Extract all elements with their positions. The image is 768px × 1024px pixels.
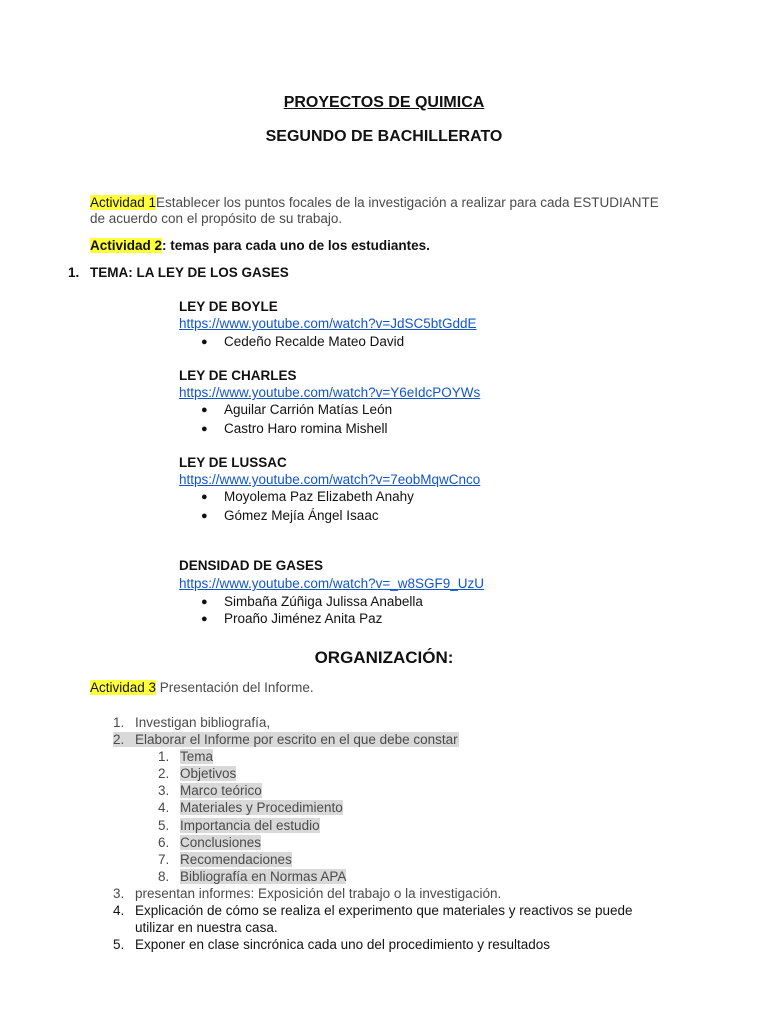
list-item: 4. Explicación de cómo se realiza el experimento que materiales y reactivos se puede xyxy=(113,903,633,918)
sub-list-item: 2. Objetivos xyxy=(158,766,237,781)
list-item: 2. Elaborar el Informe por escrito en el que debe constar xyxy=(113,732,458,747)
student-item: ● Proaño Jiménez Anita Paz xyxy=(201,611,383,626)
sub-list-item: 8. Bibliografía en Normas APA xyxy=(158,869,347,884)
document-subtitle: SEGUNDO DE BACHILLERATO xyxy=(265,128,503,145)
activity-2-label: Actividad 2 xyxy=(90,238,163,253)
activity-3 xyxy=(90,680,314,695)
student-item: ● Gómez Mejía Ángel Isaac xyxy=(201,508,379,523)
sub-list-item: 5. Importancia del estudio xyxy=(158,818,320,833)
sub-list-item: 6. Conclusiones xyxy=(158,835,262,850)
list-item: 3. presentan informes: Exposición del trabajo o la investigación. xyxy=(113,886,502,901)
student-item: ● Cedeño Recalde Mateo David xyxy=(201,334,405,349)
activity-1-label: Actividad 1 xyxy=(90,195,157,210)
sub-list-item: 4. Materiales y Procedimiento xyxy=(158,800,343,815)
bullet-icon: ● xyxy=(201,613,208,625)
document-title: PROYECTOS DE QUIMICA xyxy=(283,94,485,111)
bullet-icon: ● xyxy=(201,404,208,416)
organization-heading: ORGANIZACIÓN: xyxy=(314,648,454,667)
activity-1-line-2: de acuerdo con el propósito de su trabajo. xyxy=(90,211,343,226)
topic-heading xyxy=(68,265,289,280)
bullet-icon: ● xyxy=(201,491,208,503)
law-title: LEY DE LUSSAC xyxy=(179,455,287,470)
sub-list-item: 7. Recomendaciones xyxy=(158,852,292,867)
sub-list-item: 1. Tema xyxy=(158,749,214,764)
video-link[interactable]: https://www.youtube.com/watch?v=JdSC5btGddE xyxy=(179,316,477,331)
activity-1-text: Establecer los puntos focales de la investigación a realizar para cada ESTUDIANTE xyxy=(156,195,659,210)
sub-list-item: 3. Marco teórico xyxy=(158,783,262,798)
topic-number: 1. xyxy=(68,265,80,280)
topic-label: TEMA: LA LEY DE LOS GASES xyxy=(90,265,289,280)
list-item: 5. Exponer en clase sincrónica cada uno del procedimiento y resultados xyxy=(113,937,550,952)
law-title: LEY DE BOYLE xyxy=(179,299,278,314)
activity-2-text: : temas para cada uno de los estudiantes. xyxy=(162,238,430,253)
activity-3-label: Actividad 3 xyxy=(90,680,157,695)
bullet-icon: ● xyxy=(201,423,208,435)
activity-3-text: Presentación del Informe. xyxy=(156,680,314,695)
student-item: ● Aguilar Carrión Matías León xyxy=(201,402,393,417)
bullet-icon: ● xyxy=(201,510,208,522)
list-item: 1. Investigan bibliografía, xyxy=(113,715,271,730)
bullet-icon: ● xyxy=(201,336,208,348)
student-item: ● Moyolema Paz Elizabeth Anahy xyxy=(201,489,414,504)
student-item: ● Simbaña Zúñiga Julissa Anabella xyxy=(201,594,423,609)
video-link[interactable]: https://www.youtube.com/watch?v=7eobMqwCnco xyxy=(179,472,481,487)
bullet-icon: ● xyxy=(201,596,208,608)
activity-2 xyxy=(90,238,430,253)
law-title: LEY DE CHARLES xyxy=(179,368,297,383)
student-item: ● Castro Haro romina Mishell xyxy=(201,421,388,436)
list-item: utilizar en nuestra casa. xyxy=(135,920,278,935)
law-title: DENSIDAD DE GASES xyxy=(179,558,324,573)
video-link[interactable]: https://www.youtube.com/watch?v=_w8SGF9_UzU xyxy=(179,576,485,591)
activity-1-line-1 xyxy=(90,195,659,210)
video-link[interactable]: https://www.youtube.com/watch?v=Y6eIdcPOYWs xyxy=(179,385,481,400)
